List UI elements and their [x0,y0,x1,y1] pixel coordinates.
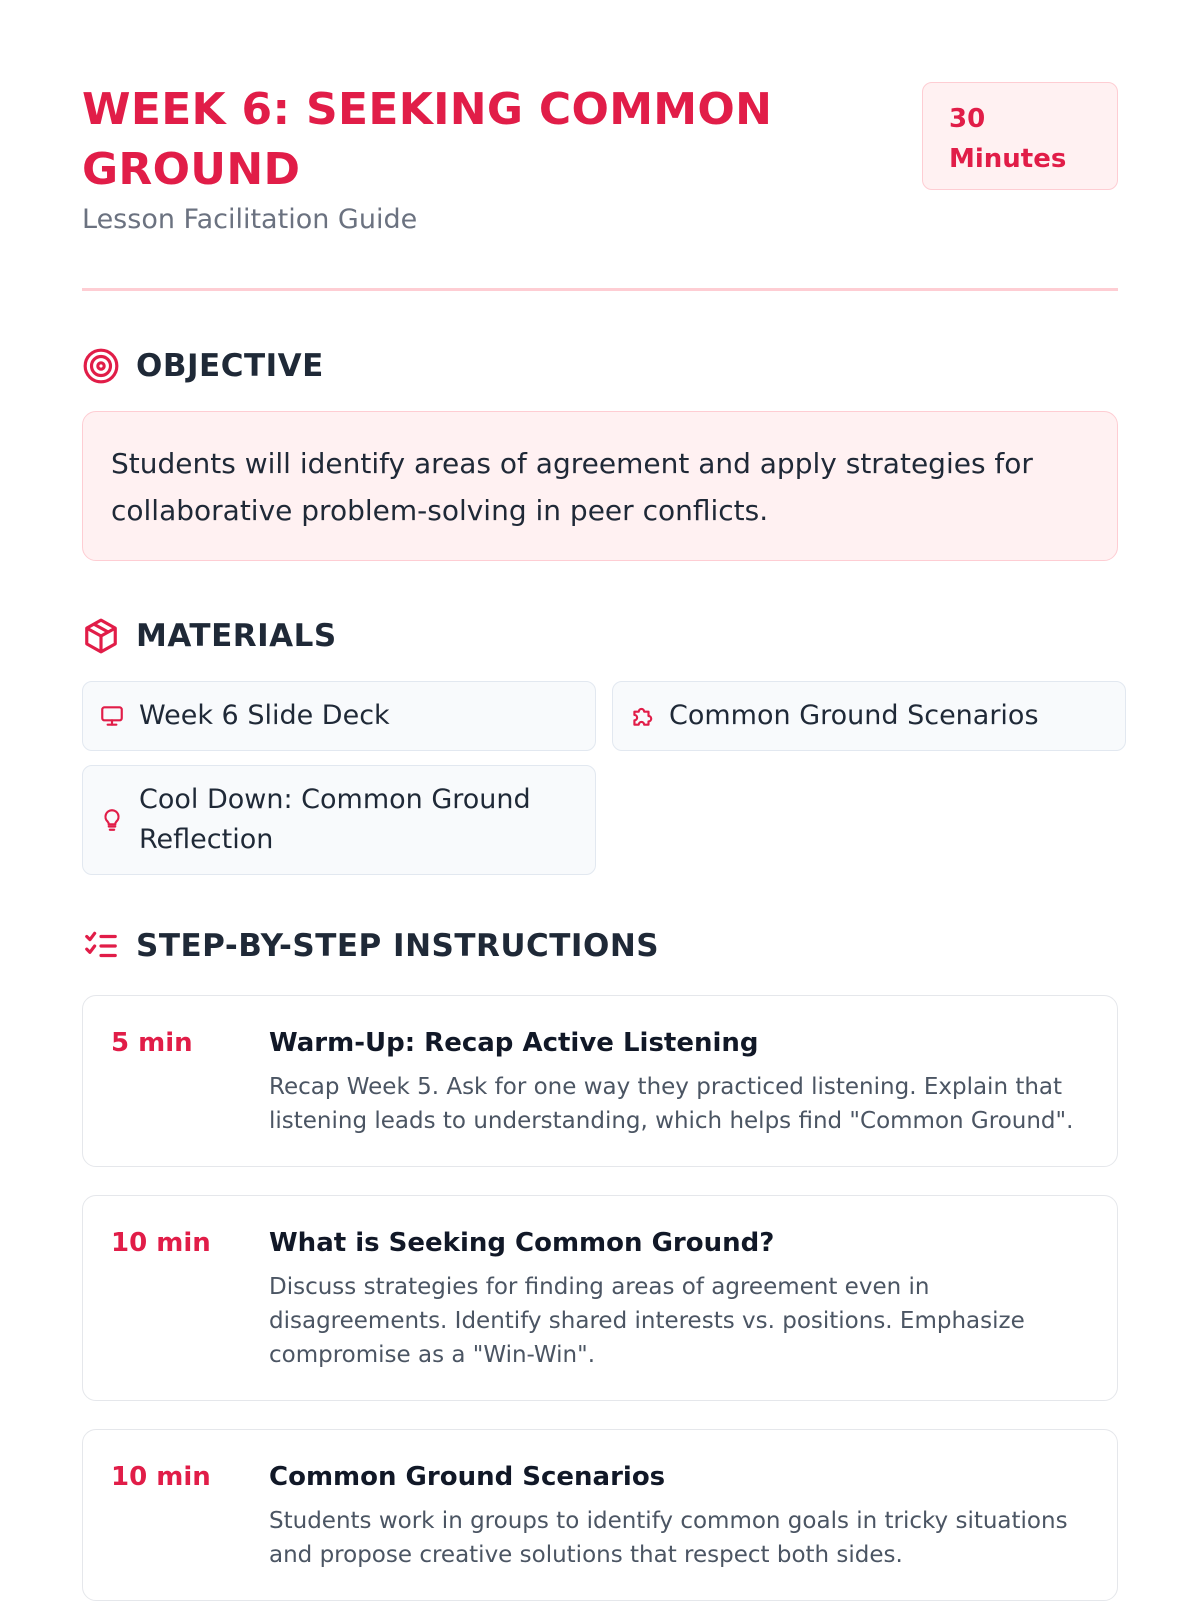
duration-badge: 30 Minutes [922,82,1118,190]
materials-list [82,681,1118,875]
page-title: WEEK 6: SEEKING COMMON GROUND [82,84,773,195]
material-item-scenarios[interactable] [612,681,1126,751]
step-body [269,1226,1089,1372]
step-card [82,1429,1118,1601]
puzzle-icon [629,703,655,729]
step-card [82,1195,1118,1401]
material-item-slide-deck[interactable] [82,681,596,751]
step-title: Common Ground Scenarios [269,1462,666,1492]
header-divider [82,288,1118,291]
material-label: Cool Down: Common Ground Reflection [139,784,531,855]
steps-list [82,995,1118,1601]
package-icon [82,617,120,655]
monitor-icon [99,703,125,729]
step-description: Discuss strategies for finding areas of agreement even in disagreements. Identify shared interests vs. positions. Emphasize compromise as a "Win-Win". [269,1274,1025,1368]
material-label: Common Ground Scenarios [669,700,1039,731]
checklist-icon [82,927,120,965]
objective-heading [82,347,1118,385]
step-description: Students work in groups to identify common goals in tricky situations and propose creative solutions that respect both sides. [269,1508,1068,1568]
step-title: What is Seeking Common Ground? [269,1228,775,1258]
steps-heading-label: STEP-BY-STEP INSTRUCTIONS [136,928,660,964]
step-time: 10 min [111,1462,211,1492]
material-item-cool-down[interactable] [82,765,596,875]
lightbulb-icon [99,807,125,833]
objective-box: Students will identify areas of agreement and apply strategies for collaborative problem-solving in peer conflicts. [82,411,1118,561]
step-title: Warm-Up: Recap Active Listening [269,1028,759,1058]
step-description: Recap Week 5. Ask for one way they practiced listening. Explain that listening leads to understanding, which helps find "Common Ground". [269,1074,1074,1134]
step-card [82,995,1118,1167]
step-time: 5 min [111,1028,193,1058]
header [82,0,1118,235]
materials-heading-label: MATERIALS [136,618,337,654]
step-time: 10 min [111,1228,211,1258]
objective-heading-label: OBJECTIVE [136,348,324,384]
step-body [269,1026,1089,1138]
step-body [269,1460,1089,1572]
steps-heading [82,927,1118,965]
materials-heading [82,617,1118,655]
page-subtitle: Lesson Facilitation Guide [82,204,418,235]
material-label: Week 6 Slide Deck [139,700,390,731]
target-icon [82,347,120,385]
